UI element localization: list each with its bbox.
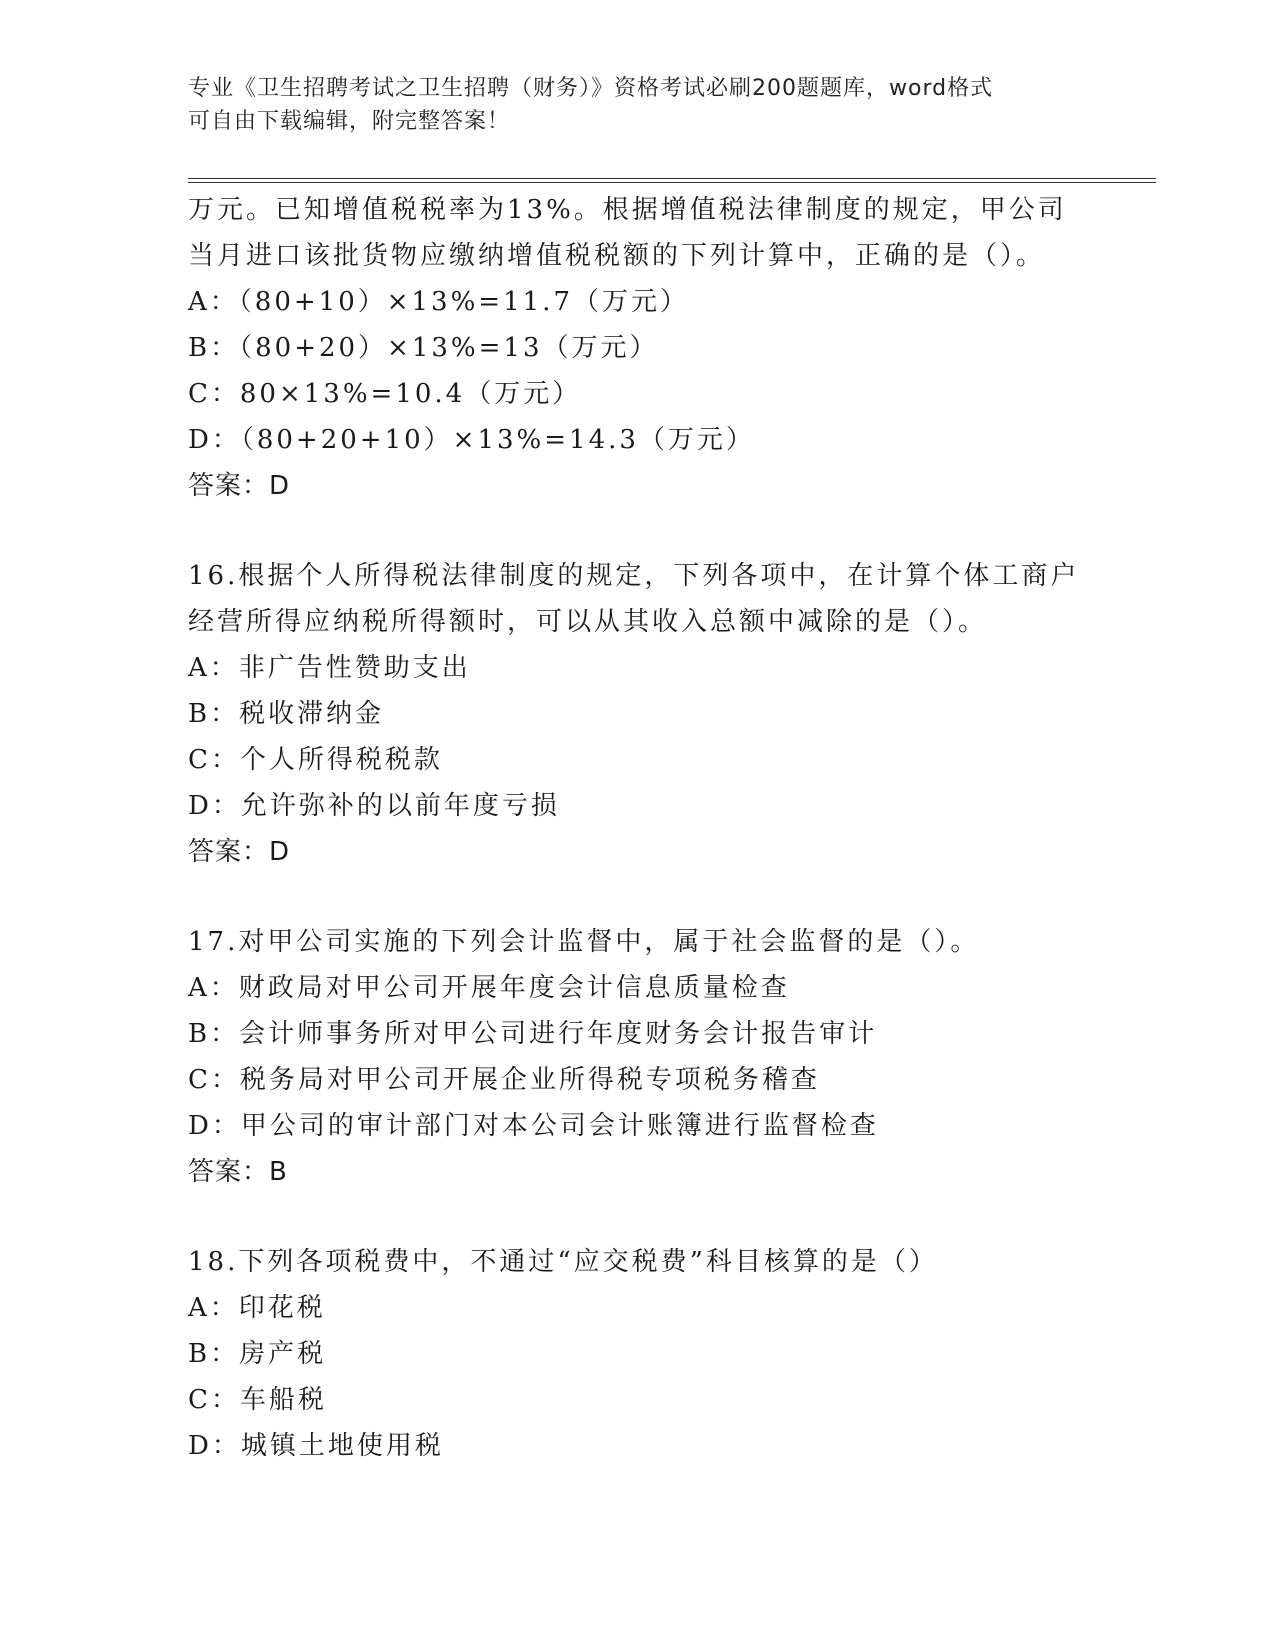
question-stem-line: 18.下列各项税费中，不通过“应交税费”科目核算的是（） <box>188 1247 938 1277</box>
header-line-1: 专业《卫生招聘考试之卫生招聘（财务）》资格考试必刷200题题库，word格式 <box>188 76 994 101</box>
answer-line: 答案：B <box>188 1157 288 1187</box>
question-stem-line: 万元。已知增值税税率为13%。根据增值税法律制度的规定，甲公司 <box>188 195 1067 225</box>
question-16 <box>188 553 1088 875</box>
option-b: B：（80+20）×13%=13（万元） <box>188 333 659 363</box>
option-c: C：税务局对甲公司开展企业所得税专项税务稽查 <box>188 1065 820 1095</box>
answer-line: 答案：D <box>188 471 291 501</box>
option-a: A：（80+10）×13%=11.7（万元） <box>188 287 689 317</box>
answer-line: 答案：D <box>188 837 291 867</box>
question-stem-line: 经营所得应纳税所得额时，可以从其收入总额中减除的是（）。 <box>188 607 988 637</box>
document-body <box>188 187 1088 1469</box>
spacer <box>188 875 1088 919</box>
option-d: D：允许弥补的以前年度亏损 <box>188 791 560 821</box>
question-stem-line: 16.根据个人所得税法律制度的规定，下列各项中，在计算个体工商户 <box>188 561 1080 591</box>
option-a: A：印花税 <box>188 1293 326 1323</box>
header-line-2: 可自由下载编辑，附完整答案！ <box>188 109 511 134</box>
option-c: C：个人所得税税款 <box>188 745 443 775</box>
header-double-rule <box>188 178 1156 183</box>
option-c: C：车船税 <box>188 1385 327 1415</box>
document-header <box>188 72 1088 138</box>
option-a: A：财政局对甲公司开展年度会计信息质量检查 <box>188 973 790 1003</box>
option-c: C：80×13%=10.4（万元） <box>188 379 582 409</box>
question-17 <box>188 919 1088 1195</box>
option-b: B：房产税 <box>188 1339 327 1369</box>
option-d: D：甲公司的审计部门对本公司会计账簿进行监督检查 <box>188 1111 879 1141</box>
question-18 <box>188 1239 1088 1469</box>
spacer <box>188 1195 1088 1239</box>
option-b: B：会计师事务所对甲公司进行年度财务会计报告审计 <box>188 1019 878 1049</box>
question-15 <box>188 187 1088 509</box>
option-a: A：非广告性赞助支出 <box>188 653 471 683</box>
question-stem-line: 17.对甲公司实施的下列会计监督中，属于社会监督的是（）。 <box>188 927 980 957</box>
option-b: B：税收滞纳金 <box>188 699 385 729</box>
option-d: D：城镇土地使用税 <box>188 1431 444 1461</box>
option-d: D：（80+20+10）×13%=14.3（万元） <box>188 425 755 455</box>
spacer <box>188 509 1088 553</box>
question-stem-line: 当月进口该批货物应缴纳增值税税额的下列计算中，正确的是（）。 <box>188 241 1046 271</box>
